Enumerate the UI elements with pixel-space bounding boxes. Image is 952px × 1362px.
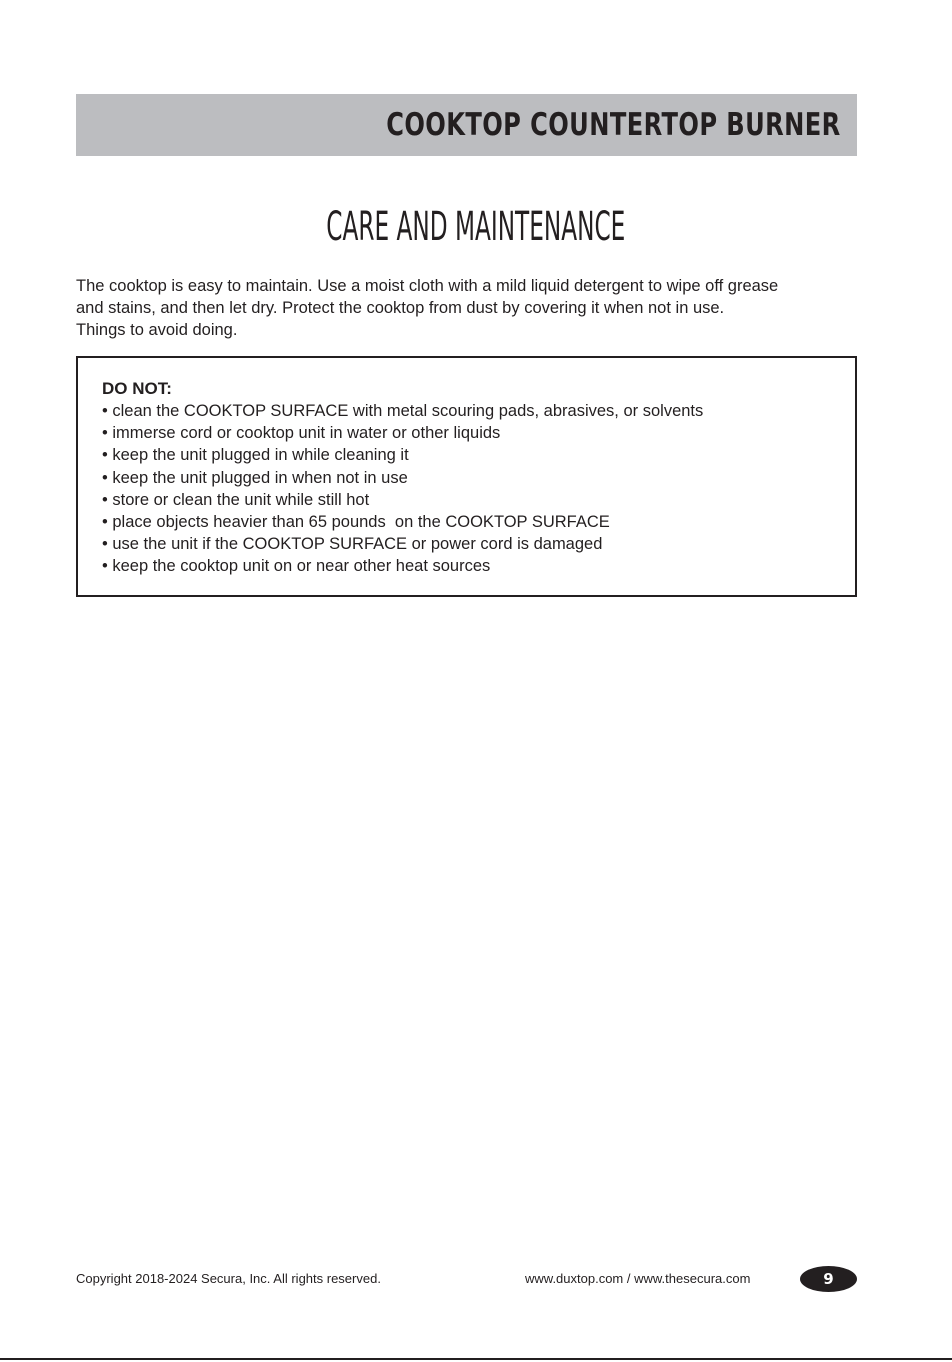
do-not-item: • immerse cord or cooktop unit in water or other liquids	[102, 424, 501, 443]
do-not-box	[76, 356, 857, 597]
intro-paragraph	[76, 275, 866, 341]
footer-urls: www.duxtop.com / www.thesecura.com	[525, 1271, 751, 1286]
section-title	[0, 200, 952, 254]
do-not-heading: DO NOT:	[102, 379, 172, 398]
section-title-text: CARE AND MAINTENANCE	[326, 204, 626, 250]
intro-line: Things to avoid doing.	[76, 321, 238, 339]
bottom-rule	[0, 1358, 952, 1360]
do-not-item: • keep the unit plugged in while cleaning it	[102, 446, 409, 465]
do-not-item: • keep the cooktop unit on or near other heat sources	[102, 557, 491, 576]
do-not-list	[102, 400, 703, 578]
do-not-item: • keep the unit plugged in when not in use	[102, 468, 408, 487]
do-not-item: • store or clean the unit while still hot	[102, 490, 370, 509]
header-band	[76, 94, 857, 156]
footer-copyright: Copyright 2018-2024 Secura, Inc. All rights reserved.	[76, 1271, 381, 1286]
intro-line: The cooktop is easy to maintain. Use a moist cloth with a mild liquid detergent to wipe off grease	[76, 277, 779, 295]
header-title: COOKTOP COUNTERTOP BURNER	[386, 107, 841, 143]
do-not-item: • place objects heavier than 65 pounds on the COOKTOP SURFACE	[102, 513, 610, 532]
do-not-item: • use the unit if the COOKTOP SURFACE or power cord is damaged	[102, 535, 603, 554]
page-number-badge: 9	[800, 1266, 857, 1292]
do-not-item: • clean the COOKTOP SURFACE with metal scouring pads, abrasives, or solvents	[102, 402, 704, 420]
intro-line: and stains, and then let dry. Protect the cooktop from dust by covering it when not in use.	[76, 299, 725, 317]
